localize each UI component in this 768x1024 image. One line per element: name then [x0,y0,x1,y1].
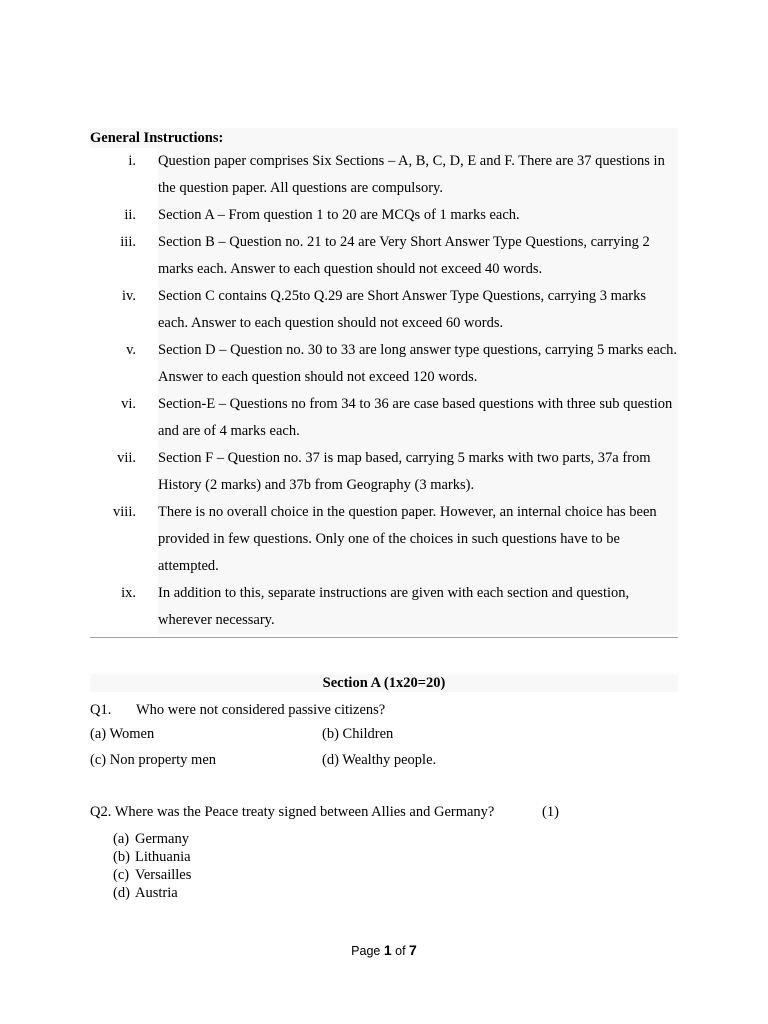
page-footer [0,942,768,958]
instruction-list [90,148,678,634]
instruction-item [90,148,678,202]
option-label: (c) [113,867,130,883]
option-label: (b) [113,849,130,865]
instruction-number: viii. [90,499,158,580]
instruction-number: vi. [90,391,158,445]
instruction-text: Section B – Question no. 21 to 24 are Very Short Answer Type Questions, carrying 2 marks each. Answer to each question should not exceed 40 words. [158,229,678,283]
question-2-option [113,830,678,848]
question-1-number: Q1. [90,702,112,718]
question-1-option-a: (a) Women [90,726,155,742]
question-1-option-b: (b) Children [322,726,394,742]
instruction-item [90,202,678,229]
option-text: Lithuania [135,849,191,865]
instruction-text: Question paper comprises Six Sections – A, B, C, D, E and F. There are 37 questions in the question paper. All questions are compulsory. [158,148,678,202]
instruction-item [90,580,678,634]
instruction-text: Section D – Question no. 30 to 33 are long answer type questions, carrying 5 marks each. Answer to each question should not exceed 120 words. [158,337,678,391]
instruction-item [90,499,678,580]
question-1-text: Who were not considered passive citizens? [136,702,386,718]
instruction-item [90,391,678,445]
instruction-text: Section-E – Questions no from 34 to 36 are case based questions with three sub question and are of 4 marks each. [158,391,678,445]
instruction-number: i. [90,148,158,202]
question-2-stem [90,802,678,822]
option-label: (a) [113,831,130,847]
question-1 [90,700,678,772]
instruction-text: In addition to this, separate instructions are given with each section and question, wherever necessary. [158,580,678,634]
instruction-text: There is no overall choice in the question paper. However, an internal choice has been provided in few questions. Only one of the choices in such questions have to be attempted. [158,499,678,580]
question-2-option [113,884,678,902]
question-2 [90,802,678,902]
question-2-options [113,830,678,902]
question-1-options-row-2 [90,746,678,772]
page-total: 7 [409,942,417,958]
page-word: Page [351,944,381,958]
instruction-text: Section C contains Q.25to Q.29 are Short Answer Type Questions, carrying 3 marks each. Answer to each question should not exceed 60 words. [158,283,678,337]
question-1-stem [90,700,678,720]
option-label: (d) [113,885,130,901]
section-divider [90,637,678,638]
instruction-text: Section A – From question 1 to 20 are MCQs of 1 marks each. [158,202,678,229]
general-instructions-title: General Instructions: [90,128,678,148]
instruction-number: v. [90,337,158,391]
question-2-marks: (1) [542,804,559,820]
question-1-option-c: (c) Non property men [90,752,217,768]
option-text: Versailles [135,867,192,883]
instruction-item [90,445,678,499]
question-1-options-row-1 [90,720,678,746]
instruction-item [90,337,678,391]
instruction-number: ii. [90,202,158,229]
instruction-number: vii. [90,445,158,499]
instruction-number: ix. [90,580,158,634]
general-instructions [90,128,678,634]
page-current: 1 [383,942,392,958]
option-text: Germany [135,831,189,847]
question-2-text: Q2. Where was the Peace treaty signed between Allies and Germany? [90,804,495,820]
instruction-item [90,283,678,337]
instruction-item [90,229,678,283]
option-text: Austria [135,885,178,901]
section-a-title: Section A (1x20=20) [90,674,678,692]
question-1-option-d: (d) Wealthy people. [322,752,437,768]
instruction-number: iv. [90,283,158,337]
of-word: of [395,944,406,958]
question-2-option [113,848,678,866]
instruction-text: Section F – Question no. 37 is map based, carrying 5 marks with two parts, 37a from History (2 marks) and 37b from Geography (3 marks). [158,445,678,499]
instruction-number: iii. [90,229,158,283]
question-2-option [113,866,678,884]
